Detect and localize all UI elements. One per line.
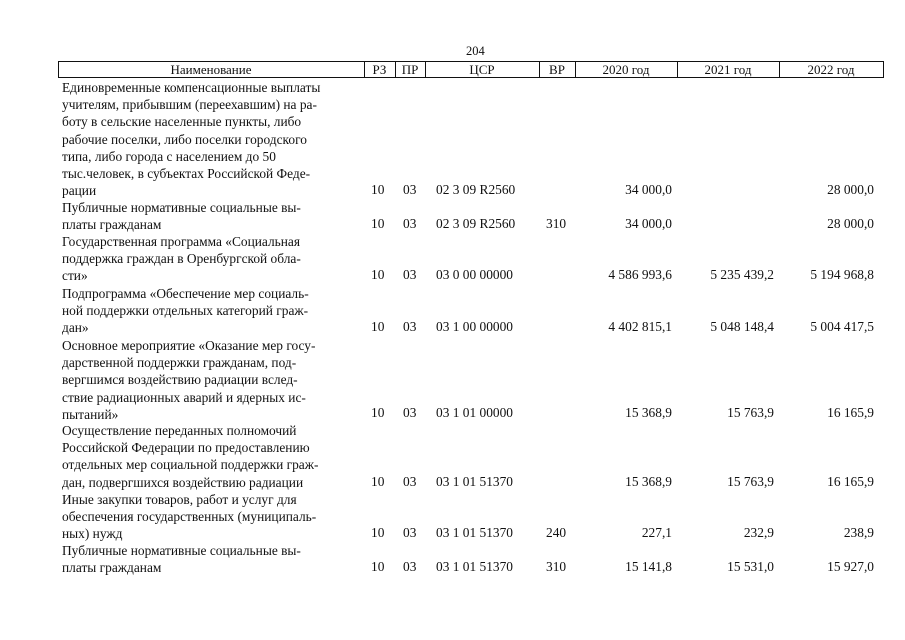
header-bottom-rule [58, 77, 884, 78]
cell-csr: 02 3 09 R2560 [436, 216, 516, 231]
cell-2020: 34 000,0 [625, 182, 672, 197]
row-name [62, 233, 362, 285]
col-header-rz: РЗ [372, 62, 387, 77]
name-line: ной поддержки отдельных категорий граж- [62, 303, 309, 319]
page-number: 204 [466, 44, 485, 58]
name-line: ных) нужд [62, 526, 123, 542]
name-line: дарственной поддержки гражданам, под- [62, 355, 297, 371]
name-line: Подпрограмма «Обеспечение мер социаль- [62, 286, 309, 301]
name-line: ствие радиационных аварий и ядерных ис- [62, 389, 306, 405]
cell-pr: 03 [403, 267, 417, 282]
row-name [62, 491, 362, 543]
name-line: поддержка граждан в Оренбургской обла- [62, 251, 301, 267]
name-line: дан, подвергшихся воздействию радиации [62, 474, 304, 490]
cell-2022: 5 004 417,5 [810, 319, 874, 334]
table-header [58, 61, 884, 78]
col-header-name: Наименование [170, 62, 252, 77]
cell-pr: 03 [403, 405, 417, 420]
cell-2021: 5 048 148,4 [710, 319, 774, 334]
cell-2022: 16 165,9 [827, 474, 874, 489]
name-line: Основное мероприятие «Оказание мер госу- [62, 338, 316, 353]
cell-pr: 03 [403, 525, 417, 540]
cell-rz: 10 [371, 216, 385, 231]
name-line: отдельных мер социальной поддержки граж- [62, 457, 319, 473]
cell-rz: 10 [371, 319, 385, 334]
cell-2021: 5 235 439,2 [710, 267, 774, 282]
cell-csr: 03 1 01 51370 [436, 525, 513, 540]
col-header-vr: ВР [549, 62, 565, 77]
cell-2020: 15 368,9 [625, 474, 672, 489]
cell-2020: 15 368,9 [625, 405, 672, 420]
cell-2021: 15 763,9 [727, 474, 774, 489]
cell-pr: 03 [403, 559, 417, 574]
cell-2020: 227,1 [641, 525, 672, 540]
name-line: пытаний» [62, 406, 119, 422]
name-line: тыс.человек, в субъектах Российской Феде- [62, 166, 311, 182]
cell-2021: 15 763,9 [727, 405, 774, 420]
cell-2020: 4 586 993,6 [608, 267, 672, 282]
cell-2022: 28 000,0 [827, 216, 874, 231]
name-line: Российской Федерации по предоставлению [62, 440, 310, 456]
cell-csr: 03 0 00 00000 [436, 267, 513, 282]
cell-rz: 10 [371, 182, 385, 197]
name-line: учителям, прибывшим (переехавшим) на ра- [62, 97, 317, 113]
cell-rz: 10 [371, 559, 385, 574]
header-divider [883, 61, 884, 78]
cell-rz: 10 [371, 405, 385, 420]
name-line: Единовременные компенсационные выплаты [62, 80, 321, 95]
cell-pr: 03 [403, 319, 417, 334]
cell-2022: 5 194 968,8 [810, 267, 874, 282]
cell-rz: 10 [371, 267, 385, 282]
name-line: сти» [62, 268, 88, 284]
col-header-2020: 2020 год [602, 62, 650, 77]
cell-pr: 03 [403, 474, 417, 489]
row-name [62, 542, 362, 576]
cell-csr: 03 1 01 00000 [436, 405, 513, 420]
col-header-2022: 2022 год [807, 62, 855, 77]
cell-csr: 03 1 00 00000 [436, 319, 513, 334]
cell-2022: 238,9 [843, 525, 874, 540]
cell-pr: 03 [403, 216, 417, 231]
cell-rz: 10 [371, 474, 385, 489]
cell-csr: 02 3 09 R2560 [436, 182, 516, 197]
cell-vr: 240 [546, 525, 567, 540]
cell-csr: 03 1 01 51370 [436, 474, 513, 489]
cell-2020: 4 402 815,1 [608, 319, 672, 334]
cell-2022: 28 000,0 [827, 182, 874, 197]
cell-2020: 15 141,8 [625, 559, 672, 574]
name-line: дан» [62, 320, 89, 336]
name-line: рабочие поселки, либо поселки городского [62, 131, 307, 147]
name-line: вергшимся воздействию радиации вслед- [62, 372, 298, 388]
col-header-csr: ЦСР [469, 62, 495, 77]
name-line: боту в сельские населенные пункты, либо [62, 114, 302, 130]
name-line: Осуществление переданных полномочий [62, 423, 297, 438]
name-line: Публичные нормативные социальные вы- [62, 200, 301, 215]
name-line: типа, либо города с населением до 50 [62, 148, 276, 164]
cell-vr: 310 [546, 559, 567, 574]
row-name [62, 79, 362, 199]
name-line: рации [62, 183, 97, 199]
row-name [62, 337, 362, 423]
name-line: платы гражданам [62, 560, 162, 576]
cell-2021: 15 531,0 [727, 559, 774, 574]
row-name [62, 422, 362, 491]
cell-csr: 03 1 01 51370 [436, 559, 513, 574]
col-header-2021: 2021 год [704, 62, 752, 77]
col-header-pr: ПР [401, 62, 419, 77]
cell-vr: 310 [546, 216, 567, 231]
name-line: Иные закупки товаров, работ и услуг для [62, 492, 297, 507]
name-line: обеспечения государственных (муниципаль- [62, 509, 317, 525]
row-name [62, 285, 362, 337]
cell-rz: 10 [371, 525, 385, 540]
cell-2020: 34 000,0 [625, 216, 672, 231]
name-line: платы гражданам [62, 217, 162, 233]
cell-pr: 03 [403, 182, 417, 197]
cell-2022: 15 927,0 [827, 559, 874, 574]
cell-2022: 16 165,9 [827, 405, 874, 420]
cell-2021: 232,9 [743, 525, 774, 540]
row-name [62, 199, 362, 233]
name-line: Публичные нормативные социальные вы- [62, 543, 301, 558]
name-line: Государственная программа «Социальная [62, 234, 301, 249]
